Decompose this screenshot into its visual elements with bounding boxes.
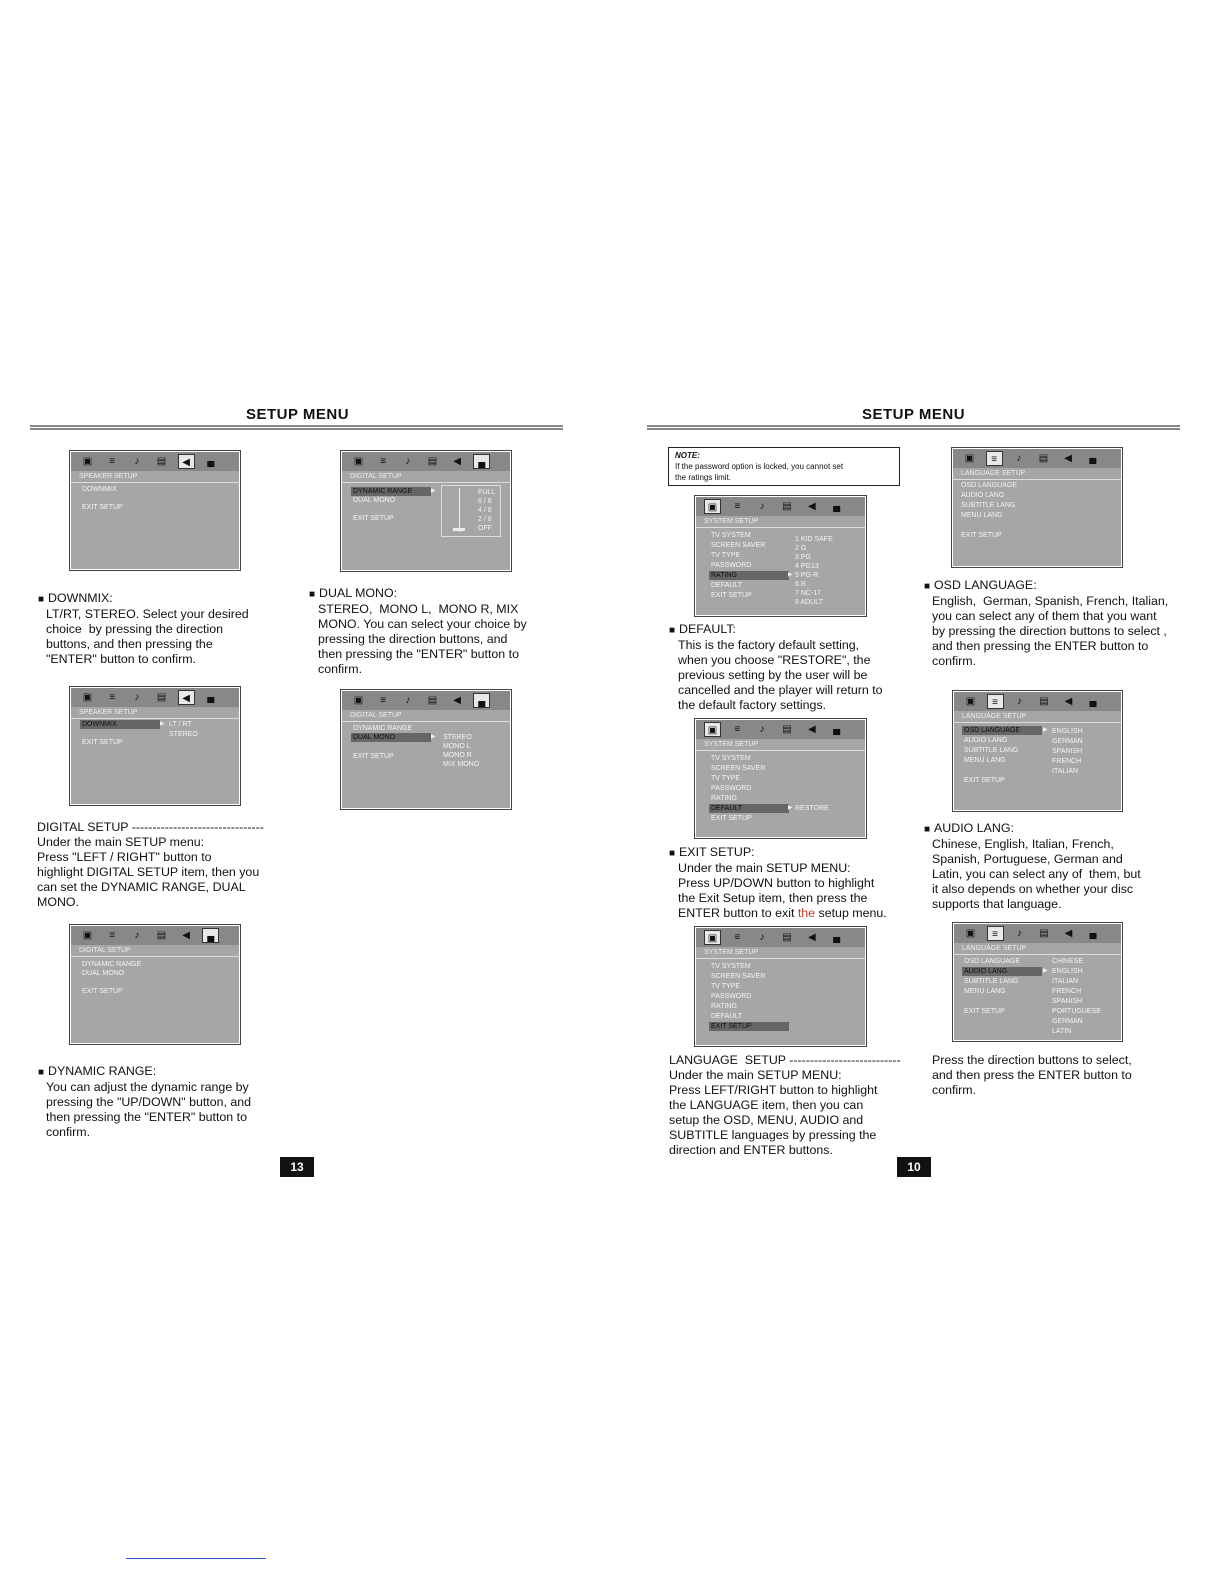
audio-icon: ♪ — [405, 695, 411, 706]
language-option: SPANISH — [1052, 998, 1083, 1005]
menu-item-menu-lang: MENU LANG — [964, 757, 1006, 764]
video-icon: ▤ — [782, 501, 792, 512]
note-label: NOTE: — [675, 451, 700, 460]
slider-thumb — [453, 528, 465, 531]
video-icon: ▤ — [1038, 453, 1049, 464]
menu-item-exit-setup: EXIT SETUP — [82, 739, 123, 746]
osd-language-line: by pressing the direction buttons to select , — [932, 624, 1167, 638]
digital-setup-dual-mono-screen — [340, 689, 512, 810]
digital-icon: ▄ — [1089, 928, 1097, 939]
arrow-right-icon: ▶ — [431, 488, 436, 494]
dual-mono-line: MONO. You can select your choice by — [318, 617, 527, 631]
rating-option: 5 PG-R — [795, 572, 819, 579]
dynamic-range-line: You can adjust the dynamic range by — [46, 1080, 249, 1094]
video-icon: ▤ — [156, 930, 167, 941]
exit-setup-line-post: setup menu. — [815, 906, 887, 920]
default-line: cancelled and the player will return to — [678, 683, 883, 697]
menu-item-downmix: DOWNMIX — [80, 720, 160, 729]
digital-setup-line: MONO. — [37, 895, 79, 909]
osd-language-heading: OSD LANGUAGE: — [934, 578, 1037, 592]
downmix-line: buttons, and then pressing the — [46, 637, 213, 651]
arrow-right-icon: ▶ — [1043, 968, 1048, 974]
language-setup-line: SUBTITLE languages by pressing the — [669, 1128, 877, 1142]
menu-item-osd-language: OSD LANGUAGE — [962, 726, 1042, 735]
menu-item-subtitle-lang: SUBTITLE LANG — [964, 747, 1019, 754]
menu-item-password: PASSWORD — [711, 562, 752, 569]
menu-item-tv-system: TV SYSTEM — [711, 963, 751, 970]
audio-lang-line: Latin, you can select any of them, but — [932, 867, 1141, 881]
menu-item-tv-type: TV TYPE — [711, 775, 741, 782]
exit-setup-heading: EXIT SETUP: — [679, 845, 755, 859]
tv-icon: ▣ — [965, 696, 976, 707]
language-option: SPANISH — [1052, 748, 1083, 755]
lang-icon: ≡ — [109, 456, 116, 467]
downmix-line: choice by pressing the direction — [46, 622, 224, 636]
dynamic-range-line: confirm. — [46, 1125, 91, 1139]
video-icon: ▤ — [427, 456, 438, 467]
menu-item-exit-setup: EXIT SETUP — [709, 1022, 789, 1031]
speaker-icon: ◀ — [178, 690, 195, 705]
tv-icon: ▣ — [704, 930, 721, 945]
level-6-8: 6 / 8 — [478, 498, 492, 505]
bullet-icon: ■ — [309, 589, 316, 600]
exit-setup-section — [669, 845, 887, 921]
menu-item-tv-type: TV TYPE — [711, 552, 741, 559]
menu-item-tv-system: TV SYSTEM — [711, 755, 751, 762]
menu-item-dynamic-range: DYNAMIC RANGE — [353, 725, 413, 732]
rating-option: 1 KID SAFE — [795, 536, 833, 543]
arrow-right-icon: ▶ — [788, 805, 793, 811]
press-direction-line: Press the direction buttons to select, — [932, 1053, 1132, 1067]
digital-icon: ▄ — [1089, 453, 1097, 464]
bullet-icon: ■ — [38, 1067, 45, 1078]
right-page-title: SETUP MENU — [862, 406, 966, 423]
dual-mono-line: pressing the direction buttons, and — [318, 632, 508, 646]
menu-item-exit-setup: EXIT SETUP — [964, 1008, 1005, 1015]
audio-icon: ♪ — [405, 456, 411, 467]
audio-icon: ♪ — [134, 692, 140, 703]
exit-setup-line: Press UP/DOWN button to highlight — [678, 876, 875, 890]
menu-item-rating: RATING — [709, 571, 789, 580]
system-setup-exit-screen — [694, 926, 867, 1047]
lang-icon: ≡ — [734, 724, 741, 735]
audio-icon: ♪ — [759, 724, 765, 735]
digital-icon: ▄ — [833, 501, 841, 512]
menu-icon-bar — [71, 452, 239, 471]
downmix-line: "ENTER" button to confirm. — [46, 652, 196, 666]
osd-language-line: confirm. — [932, 654, 977, 668]
menu-item-subtitle-lang: SUBTITLE LANG — [964, 978, 1019, 985]
screen-header: LANGUAGE SETUP — [953, 469, 1121, 480]
menu-item-osd-language: OSD LANGUAGE — [961, 482, 1018, 489]
dynamic-range-line: then pressing the "ENTER" button to — [46, 1110, 247, 1124]
menu-icon-bar — [696, 497, 865, 516]
language-setup-section — [669, 1053, 901, 1158]
option-lt-rt: LT / RT — [169, 721, 192, 728]
exit-setup-line-pre: ENTER button to exit — [678, 906, 798, 920]
left-page-title: SETUP MENU — [246, 406, 350, 423]
menu-icon-bar — [342, 452, 510, 471]
dynamic-range-heading: DYNAMIC RANGE: — [48, 1064, 157, 1078]
menu-item-downmix: DOWNMIX — [82, 486, 117, 493]
menu-item-tv-system: TV SYSTEM — [711, 532, 751, 539]
rating-option: 6 R — [795, 581, 806, 588]
language-setup-heading: LANGUAGE SETUP --------------------------- — [669, 1053, 901, 1067]
screen-header: DIGITAL SETUP — [71, 946, 239, 957]
digital-setup-section — [37, 820, 264, 910]
osd-language-section — [924, 578, 1168, 669]
dynamic-range-section — [38, 1064, 251, 1140]
menu-item-default: DEFAULT — [711, 582, 742, 589]
press-direction-line: and then press the ENTER button to — [932, 1068, 1132, 1082]
bullet-icon: ■ — [669, 848, 676, 859]
dual-mono-line: confirm. — [318, 662, 363, 676]
menu-item-tv-type: TV TYPE — [711, 983, 741, 990]
speaker-icon: ◀ — [807, 724, 816, 735]
video-icon: ▤ — [782, 724, 792, 735]
language-setup-line: Under the main SETUP MENU: — [669, 1068, 842, 1082]
arrow-right-icon: ▶ — [1043, 727, 1048, 733]
audio-icon: ♪ — [759, 501, 765, 512]
rating-option: 4 PG13 — [795, 563, 819, 570]
menu-item-password: PASSWORD — [711, 785, 752, 792]
dual-mono-line: then pressing the "ENTER" button to — [318, 647, 519, 661]
digital-icon: ▄ — [202, 928, 219, 943]
language-option: GERMAN — [1052, 738, 1083, 745]
speaker-icon: ◀ — [1064, 696, 1073, 707]
lang-icon: ≡ — [380, 456, 387, 467]
digital-setup-line: can set the DYNAMIC RANGE, DUAL — [37, 880, 246, 894]
audio-icon: ♪ — [1017, 696, 1022, 707]
menu-icon-bar — [342, 691, 510, 710]
tv-icon: ▣ — [704, 499, 721, 514]
digital-icon: ▄ — [207, 456, 215, 467]
menu-icon-bar — [954, 692, 1121, 711]
level-full: FULL — [478, 489, 496, 496]
language-setup-line: direction and ENTER buttons. — [669, 1143, 833, 1157]
menu-item-dynamic-range: DYNAMIC RANGE — [82, 961, 142, 968]
audio-lang-line: Chinese, English, Italian, French, — [932, 837, 1114, 851]
menu-item-dual-mono: DUAL MONO — [353, 497, 396, 504]
rating-option: 7 NC-17 — [795, 590, 822, 597]
level-off: OFF — [478, 525, 492, 532]
slider-track — [459, 488, 460, 532]
digital-setup-heading: DIGITAL SETUP -------------------------------- — [37, 820, 264, 834]
digital-icon: ▄ — [207, 692, 215, 703]
language-option: CHINESE — [1052, 958, 1084, 965]
lang-icon: ≡ — [987, 926, 1004, 941]
menu-item-menu-lang: MENU LANG — [964, 988, 1006, 995]
language-option: PORTUGUESE — [1052, 1008, 1101, 1015]
lang-icon: ≡ — [109, 930, 116, 941]
menu-item-subtitle-lang: SUBTITLE LANG — [961, 502, 1016, 509]
menu-icon-bar — [71, 926, 239, 945]
menu-item-exit-setup: EXIT SETUP — [353, 515, 394, 522]
downmix-line: LT/RT, STEREO. Select your desired — [46, 607, 249, 621]
exit-setup-line: Under the main SETUP MENU: — [678, 861, 851, 875]
language-option: ITALIAN — [1052, 768, 1078, 775]
audio-lang-line: supports that language. — [932, 897, 1062, 911]
option-stereo: STEREO — [169, 731, 198, 738]
digital-setup-line: Under the main SETUP menu: — [37, 835, 205, 849]
audio-icon: ♪ — [134, 456, 140, 467]
lang-icon: ≡ — [987, 694, 1004, 709]
menu-item-password: PASSWORD — [711, 993, 752, 1000]
footer-link-line — [126, 1558, 266, 1559]
option-stereo: STEREO — [443, 734, 472, 741]
digital-icon: ▄ — [833, 932, 841, 943]
default-line: previous setting by the user will be — [678, 668, 868, 682]
screen-header: SYSTEM SETUP — [696, 948, 865, 959]
menu-icon-bar — [696, 720, 865, 739]
menu-item-dual-mono: DUAL MONO — [82, 970, 125, 977]
audio-lang-heading: AUDIO LANG: — [934, 821, 1014, 835]
menu-icon-bar — [71, 688, 239, 707]
video-icon: ▤ — [782, 932, 792, 943]
lang-icon: ≡ — [986, 451, 1003, 466]
screen-header: LANGUAGE SETUP — [954, 944, 1121, 955]
rating-option: 3 PG — [795, 554, 811, 561]
speaker-icon: ◀ — [1064, 453, 1072, 464]
speaker-setup-screen — [69, 450, 241, 571]
video-icon: ▤ — [156, 692, 167, 703]
language-option: GERMAN — [1052, 1018, 1083, 1025]
exit-setup-line: the Exit Setup item, then press the — [678, 891, 868, 905]
dual-mono-heading: DUAL MONO: — [319, 586, 398, 600]
arrow-right-icon: ▶ — [431, 734, 436, 740]
language-setup-line: setup the OSD, MENU, AUDIO and — [669, 1113, 864, 1127]
digital-icon: ▄ — [833, 724, 841, 735]
menu-item-screen-saver: SCREEN SAVER — [711, 542, 766, 549]
tv-icon: ▣ — [704, 722, 721, 737]
option-mix-mono: MIX MONO — [443, 761, 480, 768]
language-setup-line: Press LEFT/RIGHT button to highlight — [669, 1083, 878, 1097]
system-setup-default-screen — [694, 718, 867, 839]
default-line: This is the factory default setting, — [678, 638, 860, 652]
tv-icon: ▣ — [82, 456, 93, 467]
menu-icon-bar — [953, 449, 1121, 468]
lang-icon: ≡ — [734, 932, 741, 943]
lang-icon: ≡ — [734, 501, 741, 512]
option-mono-l: MONO L — [443, 743, 471, 750]
arrow-right-icon: ▶ — [160, 721, 165, 727]
screen-header: SPEAKER SETUP — [71, 708, 239, 719]
tv-icon: ▣ — [82, 930, 93, 941]
tv-icon: ▣ — [353, 456, 364, 467]
audio-lang-line: it also depends on whether your disc — [932, 882, 1134, 896]
video-icon: ▤ — [427, 695, 438, 706]
osd-language-line: you can select any of them that you want — [932, 609, 1157, 623]
left-title-rule — [30, 425, 563, 430]
screen-header: SYSTEM SETUP — [696, 740, 865, 751]
downmix-section — [38, 591, 249, 667]
audio-lang-line: Spanish, Portuguese, German and — [932, 852, 1123, 866]
lang-icon: ≡ — [109, 692, 116, 703]
speaker-icon: ◀ — [182, 930, 190, 941]
arrow-right-icon: ▶ — [788, 572, 793, 578]
menu-item-audio-lang: AUDIO LANG — [964, 737, 1008, 744]
option-restore: RESTORE — [795, 805, 829, 812]
screen-header: SYSTEM SETUP — [696, 517, 865, 528]
language-setup-audio-screen — [952, 922, 1123, 1042]
video-icon: ▤ — [1039, 696, 1049, 707]
bullet-icon: ■ — [924, 824, 931, 835]
menu-item-exit-setup: EXIT SETUP — [711, 592, 752, 599]
speaker-icon: ◀ — [453, 456, 461, 467]
speaker-setup-downmix-screen — [69, 686, 241, 806]
exit-setup-line-red: the — [797, 906, 816, 920]
lang-icon: ≡ — [380, 695, 387, 706]
menu-item-screen-saver: SCREEN SAVER — [711, 973, 766, 980]
menu-icon-bar — [696, 928, 865, 947]
speaker-icon: ◀ — [1064, 928, 1073, 939]
language-option: FRENCH — [1052, 758, 1082, 765]
menu-item-exit-setup: EXIT SETUP — [961, 532, 1002, 539]
menu-item-default: DEFAULT — [709, 804, 789, 813]
password-note — [668, 447, 900, 486]
bullet-icon: ■ — [38, 594, 45, 605]
menu-item-rating: RATING — [711, 1003, 737, 1010]
osd-language-line: and then pressing the ENTER button to — [932, 639, 1149, 653]
audio-icon: ♪ — [134, 930, 140, 941]
left-page-number: 13 — [280, 1157, 314, 1177]
tv-icon: ▣ — [965, 928, 976, 939]
menu-item-default: DEFAULT — [711, 1013, 742, 1020]
bullet-icon: ■ — [924, 581, 931, 592]
digital-setup-line: highlight DIGITAL SETUP item, then you — [37, 865, 260, 879]
downmix-heading: DOWNMIX: — [48, 591, 113, 605]
audio-icon: ♪ — [1017, 928, 1022, 939]
bullet-icon: ■ — [669, 625, 676, 636]
digital-setup-screen — [340, 450, 512, 572]
menu-item-osd-language: OSD LANGUAGE — [964, 958, 1021, 965]
right-page-number: 10 — [897, 1157, 931, 1177]
menu-item-exit-setup: EXIT SETUP — [964, 777, 1005, 784]
screen-header: LANGUAGE SETUP — [954, 712, 1121, 723]
language-setup-line: the LANGUAGE item, then you can — [669, 1098, 864, 1112]
default-line: the default factory settings. — [678, 698, 827, 712]
language-option: LATIN — [1052, 1028, 1072, 1035]
dual-mono-line: STEREO, MONO L, MONO R, MIX — [318, 602, 519, 616]
note-line: the ratings limit. — [675, 473, 732, 482]
option-mono-r: MONO R — [443, 752, 472, 759]
default-heading: DEFAULT: — [679, 622, 736, 636]
note-line: If the password option is locked, you cannot set — [675, 462, 844, 471]
digital-setup-line: Press "LEFT / RIGHT" button to — [37, 850, 212, 864]
language-setup-osd-screen — [952, 690, 1123, 812]
screen-header: DIGITAL SETUP — [342, 711, 510, 722]
default-section — [669, 622, 883, 713]
press-direction-section — [932, 1053, 1132, 1098]
menu-item-exit-setup: EXIT SETUP — [82, 504, 123, 511]
menu-item-exit-setup: EXIT SETUP — [82, 988, 123, 995]
screen-header: SPEAKER SETUP — [71, 472, 239, 483]
audio-lang-section — [924, 821, 1141, 912]
rating-option: 8 ADULT — [795, 599, 823, 606]
digital-icon: ▄ — [1089, 696, 1097, 707]
menu-item-audio-lang: AUDIO LANG — [962, 967, 1042, 976]
menu-item-screen-saver: SCREEN SAVER — [711, 765, 766, 772]
osd-language-line: English, German, Spanish, French, Italian, — [932, 594, 1169, 608]
language-option: ENGLISH — [1052, 968, 1083, 975]
language-setup-main-screen — [951, 447, 1123, 568]
menu-item-exit-setup: EXIT SETUP — [353, 753, 394, 760]
digital-icon: ▄ — [473, 454, 490, 469]
rating-option: 2 G — [795, 545, 807, 552]
level-4-8: 4 / 8 — [478, 507, 492, 514]
dynamic-range-line: pressing the "UP/DOWN" button, and — [46, 1095, 252, 1109]
right-title-rule — [647, 425, 1180, 430]
menu-item-audio-lang: AUDIO LANG — [961, 492, 1005, 499]
video-icon: ▤ — [1039, 928, 1049, 939]
menu-item-rating: RATING — [711, 795, 737, 802]
tv-icon: ▣ — [353, 695, 364, 706]
menu-icon-bar — [954, 924, 1121, 943]
system-setup-rating-screen — [694, 495, 867, 617]
language-option: ENGLISH — [1052, 728, 1083, 735]
video-icon: ▤ — [156, 456, 167, 467]
language-option: ITALIAN — [1052, 978, 1078, 985]
digital-icon: ▄ — [473, 693, 490, 708]
digital-setup-main-screen — [69, 924, 241, 1045]
audio-icon: ♪ — [759, 932, 765, 943]
press-direction-line: confirm. — [932, 1083, 977, 1097]
menu-item-exit-setup: EXIT SETUP — [711, 815, 752, 822]
menu-item-dual-mono: DUAL MONO — [351, 733, 431, 742]
menu-item-dynamic-range: DYNAMIC RANGE — [351, 487, 431, 496]
default-line: when you choose "RESTORE", the — [678, 653, 871, 667]
speaker-icon: ◀ — [807, 501, 816, 512]
speaker-icon: ◀ — [178, 454, 195, 469]
speaker-icon: ◀ — [807, 932, 816, 943]
screen-header: DIGITAL SETUP — [342, 472, 510, 483]
tv-icon: ▣ — [964, 453, 975, 464]
dual-mono-section — [309, 586, 527, 677]
menu-item-menu-lang: MENU LANG — [961, 512, 1003, 519]
level-2-8: 2 / 8 — [478, 516, 492, 523]
speaker-icon: ◀ — [453, 695, 461, 706]
language-option: FRENCH — [1052, 988, 1082, 995]
audio-icon: ♪ — [1016, 453, 1022, 464]
tv-icon: ▣ — [82, 692, 93, 703]
